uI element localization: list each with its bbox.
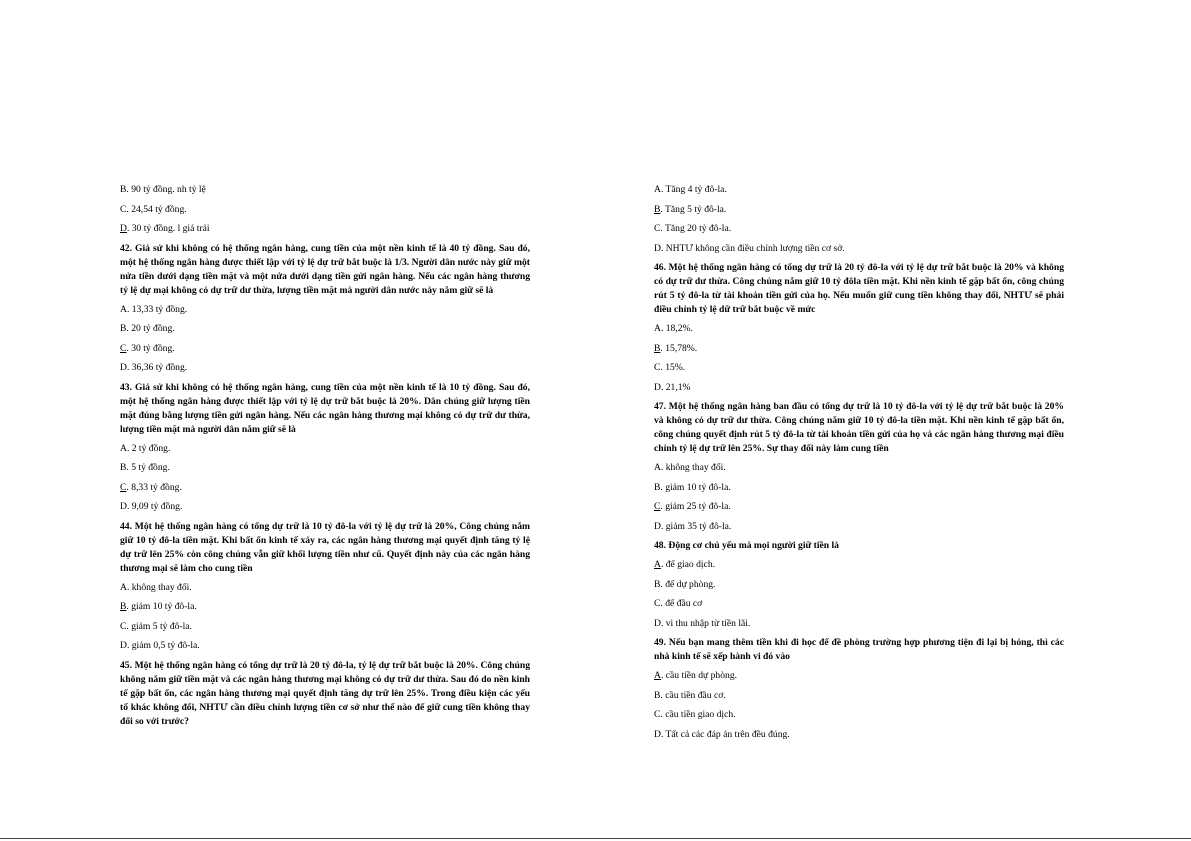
option-letter: B: [654, 203, 661, 215]
option-text: . giảm 35 tỷ đô-la.: [660, 520, 732, 532]
option-letter: D: [654, 242, 661, 254]
option-letter: D: [654, 520, 661, 532]
option-letter: A: [654, 559, 661, 570]
option-letter: B: [120, 323, 127, 334]
option-text: . giảm 0,5 tỷ đô-la.: [126, 640, 200, 651]
option-letter: A: [120, 581, 127, 593]
option-letter: D: [120, 362, 127, 373]
answer-option: [654, 520, 1064, 534]
option-text: . giảm 5 tỷ đô-la.: [126, 620, 192, 632]
option-letter: C: [120, 342, 127, 354]
answer-option: [654, 481, 1064, 495]
option-text: . để giao dịch.: [660, 559, 716, 570]
option-text: . giảm 25 tỷ đô-la.: [660, 501, 731, 512]
question-text: 43. Giả sử khi không có hệ thống ngân hàng, cung tiền của một nền kinh tế là 10 tỷ đồng. Sau đó, một hệ thống ngân hàng được thiết lập với tỷ lệ dự trữ bắt buộc là 20%. Dân chúng giữ lượng tiền mặt đúng bằng lượng tiền gửi ngân hàng. Nếu các ngân hàng thương mại không có dự trữ dư thừa, lượng tiền mặt mà người dân nắm giữ sẽ là: [120, 381, 530, 435]
option-letter: D: [120, 223, 127, 234]
question-text: 48. Động cơ chủ yếu mà mọi người giữ tiền là: [654, 540, 839, 551]
answer-option: [120, 303, 530, 317]
option-text: . Tăng 20 tỷ đô-la.: [660, 223, 732, 234]
answer-option: [654, 381, 1064, 395]
answer-option: [120, 620, 530, 634]
answer-option: [654, 708, 1064, 722]
answer-option: [654, 461, 1064, 475]
option-letter: A: [654, 670, 661, 681]
option-text: . vì thu nhập từ tiền lãi.: [660, 617, 751, 629]
option-text: . NHTƯ không cần điều chỉnh lượng tiền cơ sở.: [660, 242, 845, 254]
answer-option: [654, 669, 1064, 683]
option-text: . Tăng 4 tỷ đô-la.: [660, 184, 727, 195]
question-text: 49. Nếu bạn mang thêm tiền khi đi học để đề phòng trường hợp phương tiện đi lại bị hỏng, thì các nhà kinh tế sẽ xếp hành vi đó vào: [654, 637, 1064, 662]
option-letter: A: [120, 303, 127, 315]
option-letter: C: [120, 203, 127, 215]
option-letter: B: [654, 578, 661, 590]
option-letter: A: [654, 184, 661, 195]
answer-option: [654, 728, 1064, 742]
answer-option: [654, 183, 1064, 197]
answer-option: [654, 203, 1064, 217]
option-text: . cầu tiền đầu cơ.: [660, 689, 726, 701]
answer-option: [120, 442, 530, 456]
answer-option: [654, 322, 1064, 336]
option-letter: D: [654, 381, 661, 393]
bottom-divider: [0, 838, 1191, 839]
answer-option: [120, 203, 530, 217]
option-letter: D: [120, 501, 127, 512]
option-text: . 24,54 tỷ đồng.: [126, 203, 187, 215]
answer-option: [654, 578, 1064, 592]
option-letter: D: [654, 617, 661, 629]
option-text: . 2 tỷ đồng.: [126, 442, 171, 454]
answer-option: [120, 600, 530, 614]
option-text: . 13,33 tỷ đồng.: [126, 303, 188, 315]
option-text: . 90 tỷ đồng. nh tỷ lệ: [126, 184, 206, 195]
option-text: . 15%.: [660, 362, 686, 373]
option-text: . để dự phòng.: [660, 578, 716, 590]
right-column: [654, 183, 1064, 747]
answer-option: [120, 183, 530, 197]
option-text: . Tăng 5 tỷ đô-la.: [660, 203, 727, 215]
option-text: . 21,1%: [660, 381, 691, 393]
option-text: . không thay đổi.: [660, 462, 726, 473]
option-letter: C: [654, 709, 661, 720]
option-letter: B: [120, 184, 127, 195]
option-text: . 30 tỷ đồng. l giá trải: [126, 223, 210, 234]
answer-option: [654, 597, 1064, 611]
answer-option: [654, 689, 1064, 703]
answer-option: [120, 481, 530, 495]
answer-option: [120, 639, 530, 653]
option-letter: C: [654, 501, 661, 512]
option-text: . 18,2%.: [660, 323, 693, 334]
option-letter: A: [654, 462, 661, 473]
option-letter: A: [654, 323, 661, 334]
answer-option: [654, 361, 1064, 375]
answer-option: [120, 461, 530, 475]
option-text: . cầu tiền giao dịch.: [660, 709, 736, 720]
question-text: 42. Giả sử khi không có hệ thống ngân hàng, cung tiền của một nền kinh tế là 40 tỷ đồng. Sau đó, một hệ thống ngân hàng được thiết lập với tỷ lệ dự trữ bắt buộc là 1/3. Người dân nước này giữ một nửa tiền dưới dạng tiền mặt và một nửa dưới dạng tiền gửi ngân hàng. Nếu các ngân hàng thương tỷ lệ dự mại không có dự trữ dư thừa, lượng tiền mặt mà người dân nước này nắm giữ sẽ là: [120, 242, 530, 296]
option-text: . Tất cả các đáp án trên đều đúng.: [660, 728, 790, 740]
option-letter: C: [654, 598, 661, 609]
question-text: 47. Một hệ thống ngân hàng ban đầu có tổng dự trữ là 10 tỷ đô-la với tỷ lệ dự trữ bắt buộc là 20% và không có dự trữ dư thừa. Công chúng nắm giữ 10 tỷ đô-la tiền mặt. Khi nền kinh tế gặp bất ổn, công chúng quyết định rút 5 tỷ đô-la từ tài khoản tiền gửi của họ và các ngân hàng thương mại điều chỉnh tỷ lệ dự trữ lên 25%. Sự thay đổi này làm cung tiền: [654, 401, 1064, 454]
answer-option: [120, 581, 530, 595]
option-letter: C: [120, 620, 127, 632]
option-text: . 15,78%.: [660, 342, 698, 354]
left-column: [120, 183, 530, 734]
option-letter: C: [654, 362, 661, 373]
option-text: . 5 tỷ đồng.: [126, 462, 170, 473]
question-text: 44. Một hệ thống ngân hàng có tổng dự trữ là 10 tỷ đô-la với tỷ lệ dự trữ là 20%, Công chúng nắm giữ 10 tỷ đô-la tiền mặt. Khi bất ổn kinh tế xảy ra, các ngân hàng thương mại quyết định tăng tỷ lệ dự trữ lên 25% còn công chúng vẫn giữ khối lượng tiền như cũ. Quyết định này của các ngân hàng thương mại sẽ làm cho cung tiền: [120, 520, 530, 574]
option-letter: D: [120, 640, 127, 651]
answer-option: [120, 342, 530, 356]
answer-option: [120, 222, 530, 236]
option-letter: B: [120, 601, 127, 612]
answer-option: [654, 222, 1064, 236]
option-letter: D: [654, 728, 661, 740]
answer-option: [654, 500, 1064, 514]
option-text: . giảm 10 tỷ đô-la.: [126, 601, 197, 612]
option-text: . 8,33 tỷ đồng.: [126, 481, 182, 493]
option-text: . 20 tỷ đồng.: [126, 323, 175, 334]
option-letter: B: [120, 462, 127, 473]
option-letter: A: [120, 442, 127, 454]
answer-option: [120, 322, 530, 336]
question-text: 46. Một hệ thống ngân hàng có tổng dự trữ là 20 tỷ đô-la với tỷ lệ dự trữ bắt buộc là 20% và không có dự trữ dư thừa. Công chúng nắm giữ 10 tỷ đôla tiền mặt. Khi nền kinh tế gặp bất ổn, công chúng rút 5 tỷ đô-la từ tài khoản tiền gửi của họ. Nếu muốn giữ cung tiền không thay đổi, NHTƯ sẽ phải điều chỉnh tỷ lệ dữ trữ bắt buộc về mức: [654, 262, 1064, 315]
option-letter: C: [654, 223, 661, 234]
option-letter: B: [654, 481, 661, 493]
answer-option: [654, 558, 1064, 572]
option-text: . cầu tiền dự phòng.: [660, 670, 738, 681]
question-text: 45. Một hệ thống ngân hàng có tổng dự trữ là 20 tỷ đô-la, tỷ lệ dự trữ bắt buộc là 20%. Công chúng không nắm giữ tiền mặt và các ngân hàng thương mại không có dự trữ dư thừa. Sau đó do nền kinh tế gặp bất ổn, các ngân hàng thương mại quyết định tăng dự trữ lên 25%. Trong điều kiện các yếu tố khác không đổi, NHTƯ cần điều chỉnh lượng tiền cơ sở như thế nào để giữ cung tiền không thay đổi so với trước?: [120, 659, 530, 727]
answer-option: [654, 242, 1064, 256]
answer-option: [654, 342, 1064, 356]
answer-option: [654, 617, 1064, 631]
option-letter: B: [654, 342, 661, 354]
option-text: . 36,36 tỷ đồng.: [126, 362, 188, 373]
option-text: . 9,09 tỷ đồng.: [126, 501, 183, 512]
option-text: . giảm 10 tỷ đô-la.: [660, 481, 731, 493]
answer-option: [120, 500, 530, 514]
option-text: . không thay đổi.: [126, 581, 192, 593]
option-letter: C: [120, 481, 127, 493]
option-letter: B: [654, 689, 661, 701]
option-text: . để đầu cơ: [660, 598, 703, 609]
answer-option: [120, 361, 530, 375]
option-text: . 30 tỷ đồng.: [126, 342, 175, 354]
